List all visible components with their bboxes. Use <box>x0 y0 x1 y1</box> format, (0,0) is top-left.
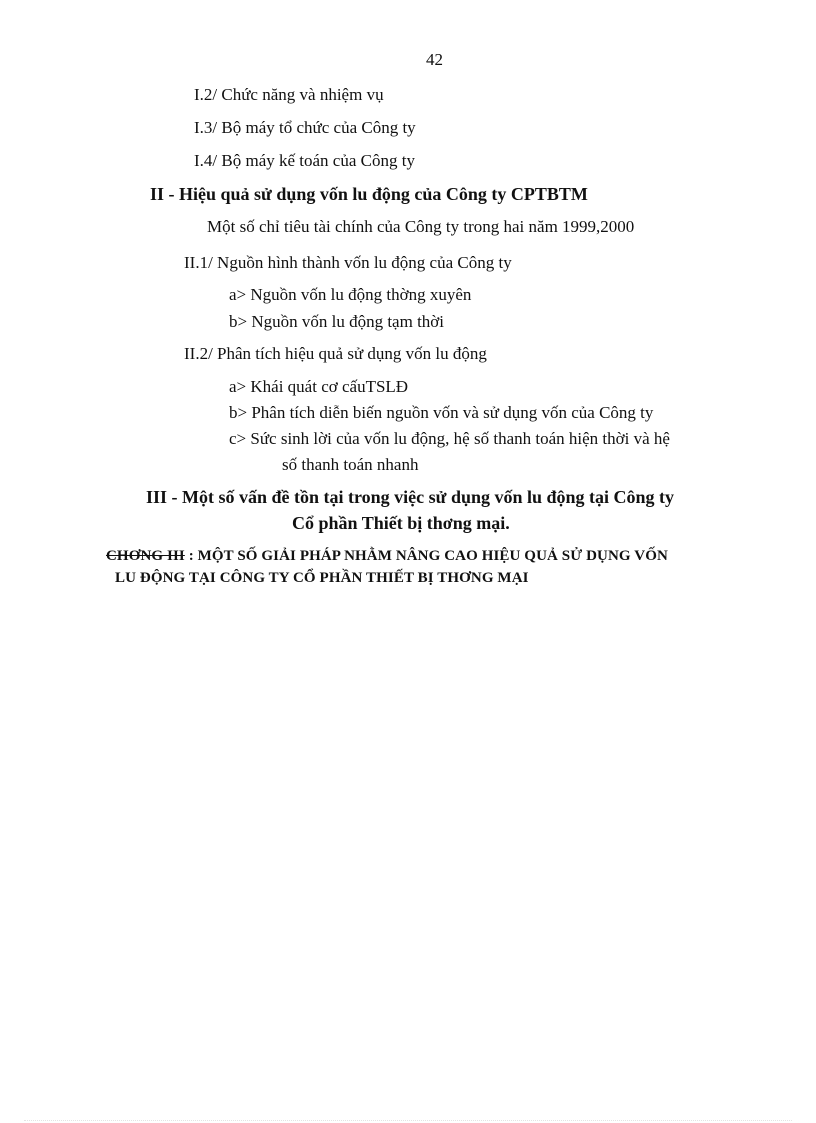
page-bottom-rule <box>24 1120 792 1121</box>
chapter-title: : MỘT SỐ GIẢI PHÁP NHẰM NÂNG CAO HIỆU QUẢ SỬ DỤNG VỐN <box>184 548 668 564</box>
toc-subitem-ii2-b: b> Phân tích diễn biến nguồn vốn và sử dụng vốn của Công ty <box>229 403 654 422</box>
toc-item-ii1: II.1/ Nguồn hình thành vốn lu động của Công ty <box>184 253 512 272</box>
section-iii-heading-cont: Cổ phần Thiết bị thơng mại. <box>292 513 510 533</box>
page-number: 42 <box>426 50 443 69</box>
chapter-iii-heading-cont: LU ĐỘNG TẠI CÔNG TY CỔ PHẦN THIẾT BỊ THƠNG MẠI <box>115 570 529 586</box>
section-iii-heading: III - Một số vấn đề tồn tại trong việc sử dụng vốn lu động tại Công ty <box>146 487 675 507</box>
toc-subitem-ii1-b: b> Nguồn vốn lu động tạm thời <box>229 312 445 331</box>
chapter-label: CHƠNG III <box>106 548 185 564</box>
toc-subitem-ii2-c-cont: số thanh toán nhanh <box>282 455 419 474</box>
toc-subitem-ii1-a: a> Nguồn vốn lu động thờng xuyên <box>229 285 472 304</box>
chapter-iii-heading <box>106 546 668 566</box>
section-ii-intro: Một số chỉ tiêu tài chính của Công ty trong hai năm 1999,2000 <box>207 217 635 236</box>
toc-item-i4: I.4/ Bộ máy kế toán của Công ty <box>194 151 415 170</box>
toc-subitem-ii2-c: c> Sức sinh lời của vốn lu động, hệ số thanh toán hiện thời và hệ <box>229 429 670 448</box>
toc-subitem-ii2-a: a> Khái quát cơ cấuTSLĐ <box>229 377 409 396</box>
section-ii-heading: II - Hiệu quả sử dụng vốn lu động của Công ty CPTBTM <box>150 184 588 204</box>
toc-item-ii2: II.2/ Phân tích hiệu quả sử dụng vốn lu động <box>184 344 487 363</box>
toc-item-i3: I.3/ Bộ máy tổ chức của Công ty <box>194 118 416 137</box>
toc-item-i2: I.2/ Chức năng và nhiệm vụ <box>194 85 384 104</box>
